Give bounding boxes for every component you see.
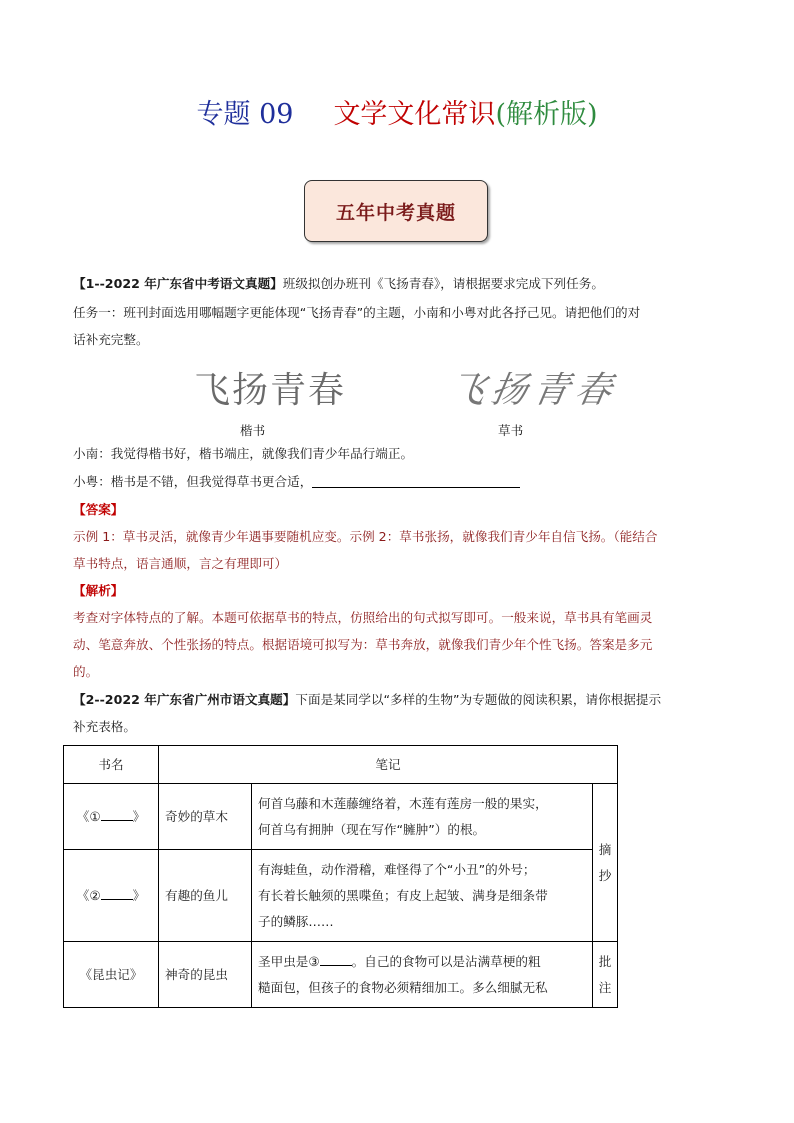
analysis-line1: 考查对字体特点的了解。本题可依据草书的特点，仿照给出的句式拟写即可。一般来说，草书具有笔画灵 [73, 610, 653, 625]
title-topic-number: 专题 09 [196, 99, 294, 130]
section-banner: 五年中考真题 [304, 180, 488, 242]
answer-tag: 【答案】 [73, 502, 124, 517]
note-line: 何首乌有拥肿（现在写作“臃肿”）的根。 [258, 821, 486, 837]
blank-2 [101, 887, 133, 900]
note-suffix: 。自己的食物可以是沾满草梗的粗 [351, 953, 541, 969]
q2-stem-text: 下面是某同学以“多样的生物”为专题做的阅读积累，请你根据提示 [295, 692, 662, 707]
q1-task-line2: 话补充完整。 [73, 332, 149, 347]
title-edition: (解析版) [495, 99, 598, 130]
q1-stem [73, 271, 733, 297]
side-label-excerpt [593, 784, 618, 942]
book-suffix: 》 [132, 808, 146, 824]
note-line: 何首乌藤和木莲藤缠络着，木莲有莲房一般的果实， [258, 795, 548, 811]
page-title [0, 92, 794, 131]
calligraphy-kaishu: 飞扬青春 [194, 370, 347, 411]
title-topic-name: 文学文化常识 [333, 99, 496, 130]
note-line: 有海蛙鱼，动作滑稽，难怪得了个“小丑”的外号； [258, 861, 536, 877]
note-cell [252, 784, 593, 850]
note-line [258, 949, 586, 975]
blank-1 [101, 808, 133, 821]
dialogue-xiaoyue-text: 小粤：楷书是不错，但我觉得草书更合适， [73, 474, 313, 489]
analysis-line2: 动、笔意奔放、个性张扬的特点。根据语境可拟写为：草书奔放，就像我们青少年个性飞扬。答案是多元 [73, 637, 653, 652]
calligraphy-caoshu: 飞扬青春 [445, 370, 621, 411]
table-header-row [64, 746, 618, 784]
q2-stem-line2: 补充表格。 [73, 719, 136, 734]
blank-3 [320, 953, 352, 966]
answer-blank [312, 473, 520, 488]
book-suffix: 》 [132, 887, 146, 903]
header-book: 书名 [64, 746, 159, 784]
q2-stem [73, 687, 733, 713]
table-row [64, 850, 618, 942]
note-cell [252, 942, 593, 1008]
table-row [64, 784, 618, 850]
dialogue-xiaoyue [73, 469, 733, 495]
reading-notes-table [63, 745, 618, 1008]
book-cell-2 [64, 850, 159, 942]
side-label-annotation [593, 942, 618, 1008]
q1-stem-text: 班级拟创办班刊《飞扬青春》，请根据要求完成下列任务。 [282, 276, 604, 291]
note-prefix: 圣甲虫是③ [258, 953, 320, 969]
book-cell-3: 《昆虫记》 [64, 942, 159, 1008]
note-line: 有长着长触须的黑喋鱼；有皮上起皱、满身是细条带 [258, 887, 548, 903]
caption-kaishu: 楷书 [240, 423, 266, 438]
category-cell: 神奇的昆虫 [159, 942, 252, 1008]
analysis-tag: 【解析】 [73, 583, 124, 598]
book-prefix: 《① [76, 808, 101, 824]
book-prefix: 《② [76, 887, 101, 903]
q1-tag: 【1--2022 年广东省中考语文真题】 [73, 276, 283, 291]
note-line: 糙面包，但孩子的食物必须精细加工。多么细腻无私 [258, 979, 548, 995]
note-line: 子的鳞豚…… [258, 913, 334, 929]
category-cell: 奇妙的草木 [159, 784, 252, 850]
q2-tag: 【2--2022 年广东省广州市语文真题】 [73, 692, 296, 707]
q1-task-line1: 任务一：班刊封面选用哪幅题字更能体现“飞扬青春”的主题，小南和小粤对此各抒己见。请把他们的对 [73, 305, 641, 320]
answer-line2: 草书特点，语言通顺，言之有理即可） [73, 556, 288, 571]
header-notes: 笔记 [159, 746, 618, 784]
dialogue-xiaonan: 小南：我觉得楷书好，楷书端庄，就像我们青少年品行端正。 [73, 446, 414, 461]
table-row [64, 942, 618, 1008]
side-label-text: 摘抄 [598, 841, 612, 883]
book-cell-1 [64, 784, 159, 850]
analysis-line3: 的。 [73, 664, 99, 679]
caption-caoshu: 草书 [498, 423, 524, 438]
category-cell: 有趣的鱼儿 [159, 850, 252, 942]
answer-line1: 示例 1：草书灵活，就像青少年遇事要随机应变。示例 2：草书张扬，就像我们青少年自信飞扬。（能结合 [73, 529, 658, 544]
note-cell [252, 850, 593, 942]
side-label-text: 批注 [598, 953, 612, 995]
